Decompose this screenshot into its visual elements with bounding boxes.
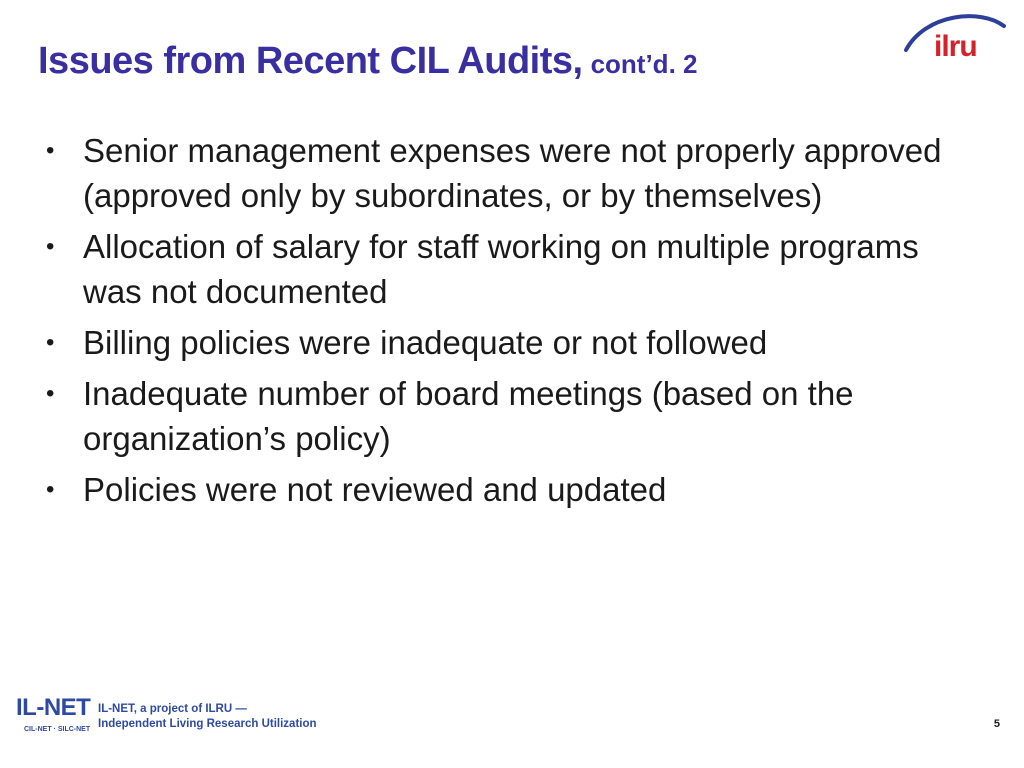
title-main: Issues from Recent CIL Audits, <box>38 40 583 82</box>
ilru-logo <box>900 6 1010 76</box>
bullet-text: Inadequate number of board meetings (based on the organization’s policy) <box>83 375 854 457</box>
footer-line-2: Independent Living Research Utilization <box>98 718 317 730</box>
bullet-dot-icon: • <box>46 476 55 503</box>
ilru-logo-text: ilru <box>934 30 977 63</box>
il-net-logo: IL-NET <box>16 694 91 721</box>
slide-title <box>38 40 898 83</box>
bullet-text: Senior management expenses were not properly approved (approved only by subordinates, or by themselves) <box>83 132 942 214</box>
bullet-dot-icon: • <box>46 233 55 260</box>
bullet-text: Policies were not reviewed and updated <box>83 471 667 508</box>
footer-line-1: IL-NET, a project of ILRU — <box>98 703 247 715</box>
title-continued: cont’d. 2 <box>590 49 698 79</box>
bullet-item <box>46 371 986 461</box>
il-net-footer <box>16 694 336 744</box>
il-net-logo-sub: CIL-NET · SILC-NET <box>24 726 91 733</box>
bullet-dot-icon: • <box>46 329 55 356</box>
bullet-item <box>46 320 986 365</box>
bullet-text: Allocation of salary for staff working on multiple programs was not documented <box>83 228 919 310</box>
footer-text <box>98 702 317 732</box>
bullet-text: Billing policies were inadequate or not followed <box>83 324 768 361</box>
bullet-dot-icon: • <box>46 380 55 407</box>
bullet-dot-icon: • <box>46 137 55 164</box>
bullet-item <box>46 224 986 314</box>
bullet-list <box>46 128 986 518</box>
page-number: 5 <box>993 718 1000 730</box>
bullet-item <box>46 467 986 512</box>
bullet-item <box>46 128 986 218</box>
